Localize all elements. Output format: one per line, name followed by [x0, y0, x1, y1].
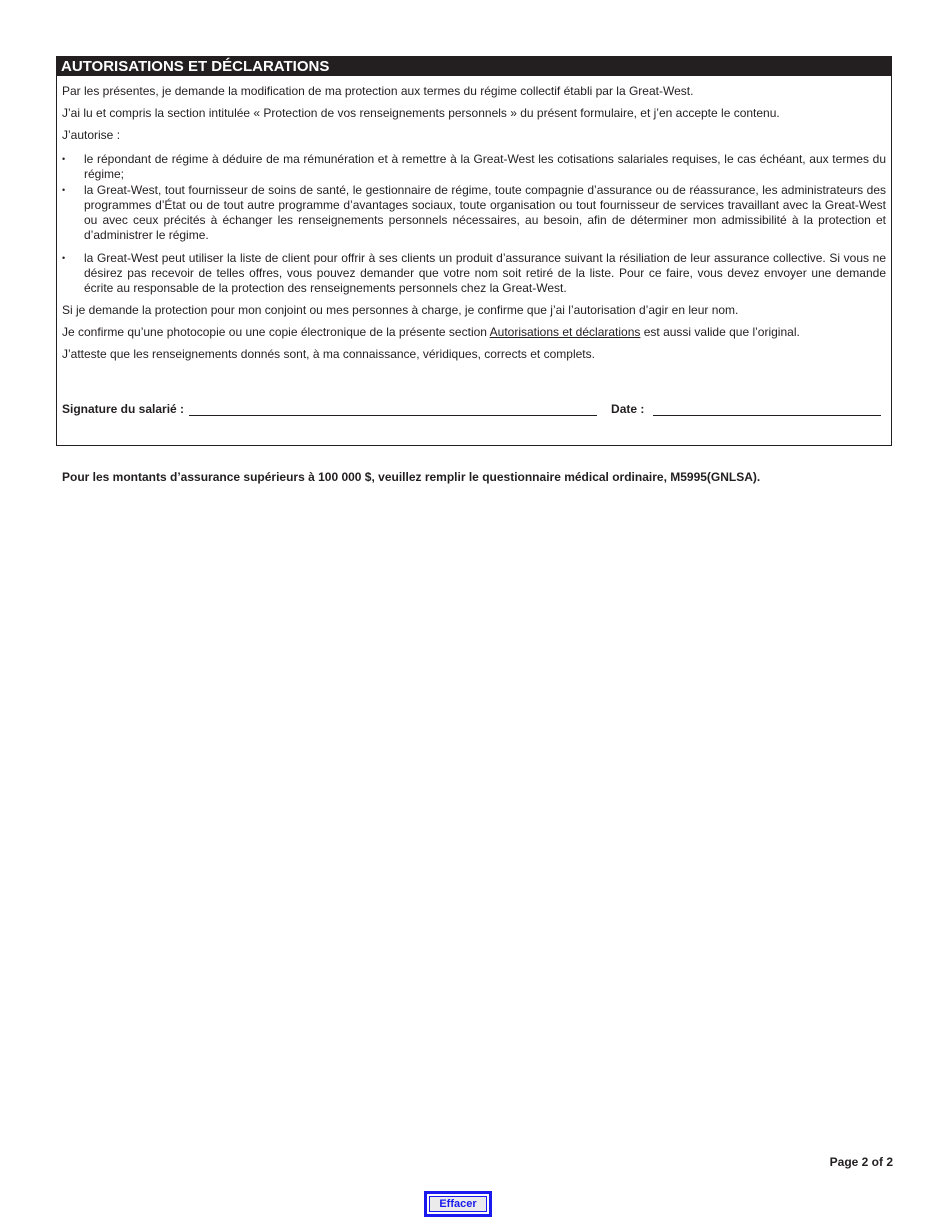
bullet-icon: • — [62, 253, 66, 263]
intro-paragraph: Par les présentes, je demande la modification de ma protection aux termes du régime collectif établi par la Great-West. — [62, 84, 694, 98]
copy-text-end: est aussi valide que l’original. — [640, 325, 800, 339]
list-item-text: le répondant de régime à déduire de ma rémunération et à remettre à la Great-West les cotisations salariales requises, le cas échéant, aux termes du régime; — [84, 152, 886, 181]
clear-button[interactable] — [424, 1191, 492, 1217]
signature-label: Signature du salarié : — [62, 402, 185, 416]
section-body — [57, 76, 891, 362]
clear-button-label[interactable]: Effacer — [429, 1196, 487, 1212]
section-reference: Autorisations et déclarations — [489, 325, 641, 339]
list-item-text: la Great-West peut utiliser la liste de client pour offrir à ses clients un produit d’assurance suivant la résiliation de leur assurance collective. Si vous ne désirez pas recevoir de telles offres, vous pouvez demander que votre nom soit retiré de la liste. Pour ce faire, vous devez envoyer une demande écrite au responsable de la protection des renseignements personnels chez la Great-West. — [84, 251, 886, 295]
list-item — [62, 251, 886, 296]
privacy-paragraph: J’ai lu et compris la section intitulée « Protection de vos renseignements personnels » du présent formulaire, et j’en accepte le contenu. — [62, 106, 780, 120]
signature-field[interactable] — [189, 403, 597, 416]
medical-questionnaire-note: Pour les montants d’assurance supérieurs à 100 000 $, veuillez remplir le questionnaire médical ordinaire, M5995(GNLSA). — [62, 470, 761, 484]
section-title: AUTORISATIONS ET DÉCLARATIONS — [57, 57, 891, 76]
date-field[interactable] — [653, 403, 881, 416]
list-item — [62, 183, 886, 243]
date-label: Date : — [611, 402, 645, 416]
page-number: Page 2 of 2 — [829, 1155, 893, 1169]
authorize-paragraph: J’autorise : — [62, 128, 121, 142]
authorization-list — [62, 152, 886, 296]
list-item-text: la Great-West, tout fournisseur de soins de santé, le gestionnaire de régime, toute compagnie d’assurance ou de réassurance, les administrateurs des programmes d’État ou de tout autre programme d’avantages sociaux, toute organisation ou tout fournisseur de services travaillant avec la Great-West ou avec ceux précités à échanger les renseignements personnels nécessaires, au besoin, afin de déterminer mon admissibilité à la protection et d’administrer le régime. — [84, 183, 886, 242]
bullet-icon: • — [62, 154, 66, 164]
bullet-icon: • — [62, 185, 66, 195]
copy-validity-paragraph — [62, 325, 886, 340]
authorizations-section — [56, 56, 892, 446]
signature-row — [62, 402, 888, 416]
dependents-paragraph: Si je demande la protection pour mon conjoint ou mes personnes à charge, je confirme que j’ai l’autorisation d’agir en leur nom. — [62, 303, 739, 317]
copy-text-start: Je confirme qu’une photocopie ou une copie électronique de la présente section — [62, 325, 490, 339]
attest-paragraph: J’atteste que les renseignements donnés sont, à ma connaissance, véridiques, corrects et complets. — [62, 347, 595, 361]
list-item — [62, 152, 886, 182]
